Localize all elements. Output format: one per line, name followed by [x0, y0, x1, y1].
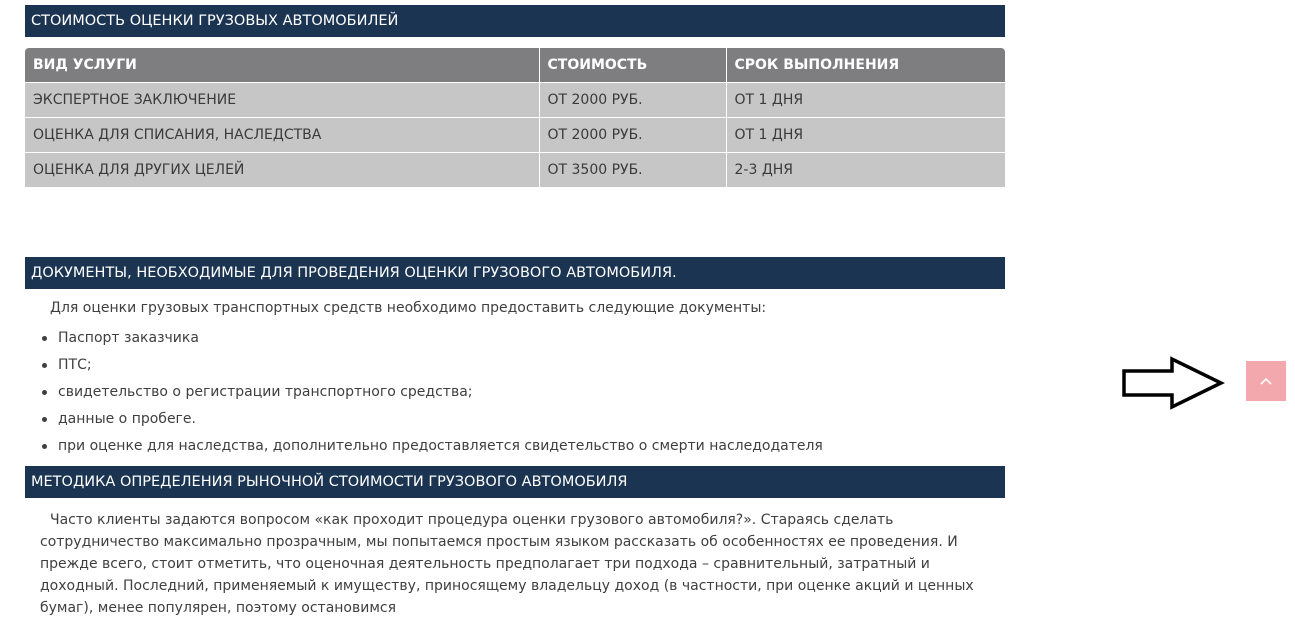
list-item: Паспорт заказчика [40, 325, 823, 352]
method-section-title: МЕТОДИКА ОПРЕДЕЛЕНИЯ РЫНОЧНОЙ СТОИМОСТИ ГРУЗОВОГО АВТОМОБИЛЯ [25, 466, 1005, 498]
column-header-price: СТОИМОСТЬ [539, 48, 726, 83]
documents-intro: Для оценки грузовых транспортных средств необходимо предоставить следующие документы: [50, 300, 767, 316]
column-header-service: ВИД УСЛУГИ [25, 48, 539, 83]
table-cell: ОТ 2000 РУБ. [539, 83, 726, 118]
table-cell: ОЦЕНКА ДЛЯ ДРУГИХ ЦЕЛЕЙ [25, 153, 539, 188]
price-section-title: СТОИМОСТЬ ОЦЕНКИ ГРУЗОВЫХ АВТОМОБИЛЕЙ [25, 5, 1005, 37]
list-item: ПТС; [40, 352, 823, 379]
table-cell: 2-3 ДНЯ [726, 153, 1005, 188]
documents-list [40, 325, 823, 460]
table-header-row [25, 48, 1005, 83]
method-paragraph: Часто клиенты задаются вопросом «как проходит процедура оценки грузового автомобиля?». Стараясь сделать сотрудничество максимально прозрачным, мы попытаемся простым языком рассказать об особенностях ее проведения. И прежде всего, стоит отметить, что оценочная деятельность предполагает три подхода – сравнительный, затратный и доходный. Последний, применяемый к имуществу, приносящему владельцу доход (в частности, при оценке акций и ценных бумаг), менее популярен, поэтому остановимся [40, 512, 974, 616]
documents-section-title: ДОКУМЕНТЫ, НЕОБХОДИМЫЕ ДЛЯ ПРОВЕДЕНИЯ ОЦЕНКИ ГРУЗОВОГО АВТОМОБИЛЯ. [25, 257, 1005, 289]
list-item: данные о пробеге. [40, 406, 823, 433]
price-table [25, 48, 1005, 188]
table-cell: ОТ 3500 РУБ. [539, 153, 726, 188]
list-item: свидетельство о регистрации транспортного средства; [40, 379, 823, 406]
table-cell: ЭКСПЕРТНОЕ ЗАКЛЮЧЕНИЕ [25, 83, 539, 118]
scroll-to-top-button[interactable] [1246, 361, 1286, 401]
right-arrow-icon [1120, 356, 1226, 410]
table-cell: ОЦЕНКА ДЛЯ СПИСАНИЯ, НАСЛЕДСТВА [25, 118, 539, 153]
list-item: при оценке для наследства, дополнительно предоставляется свидетельство о смерти наследодателя [40, 433, 823, 460]
table-cell: ОТ 2000 РУБ. [539, 118, 726, 153]
chevron-up-icon [1259, 376, 1273, 386]
table-row [25, 153, 1005, 188]
table-row [25, 118, 1005, 153]
table-row [25, 83, 1005, 118]
table-cell: ОТ 1 ДНЯ [726, 83, 1005, 118]
column-header-duration: СРОК ВЫПОЛНЕНИЯ [726, 48, 1005, 83]
table-cell: ОТ 1 ДНЯ [726, 118, 1005, 153]
